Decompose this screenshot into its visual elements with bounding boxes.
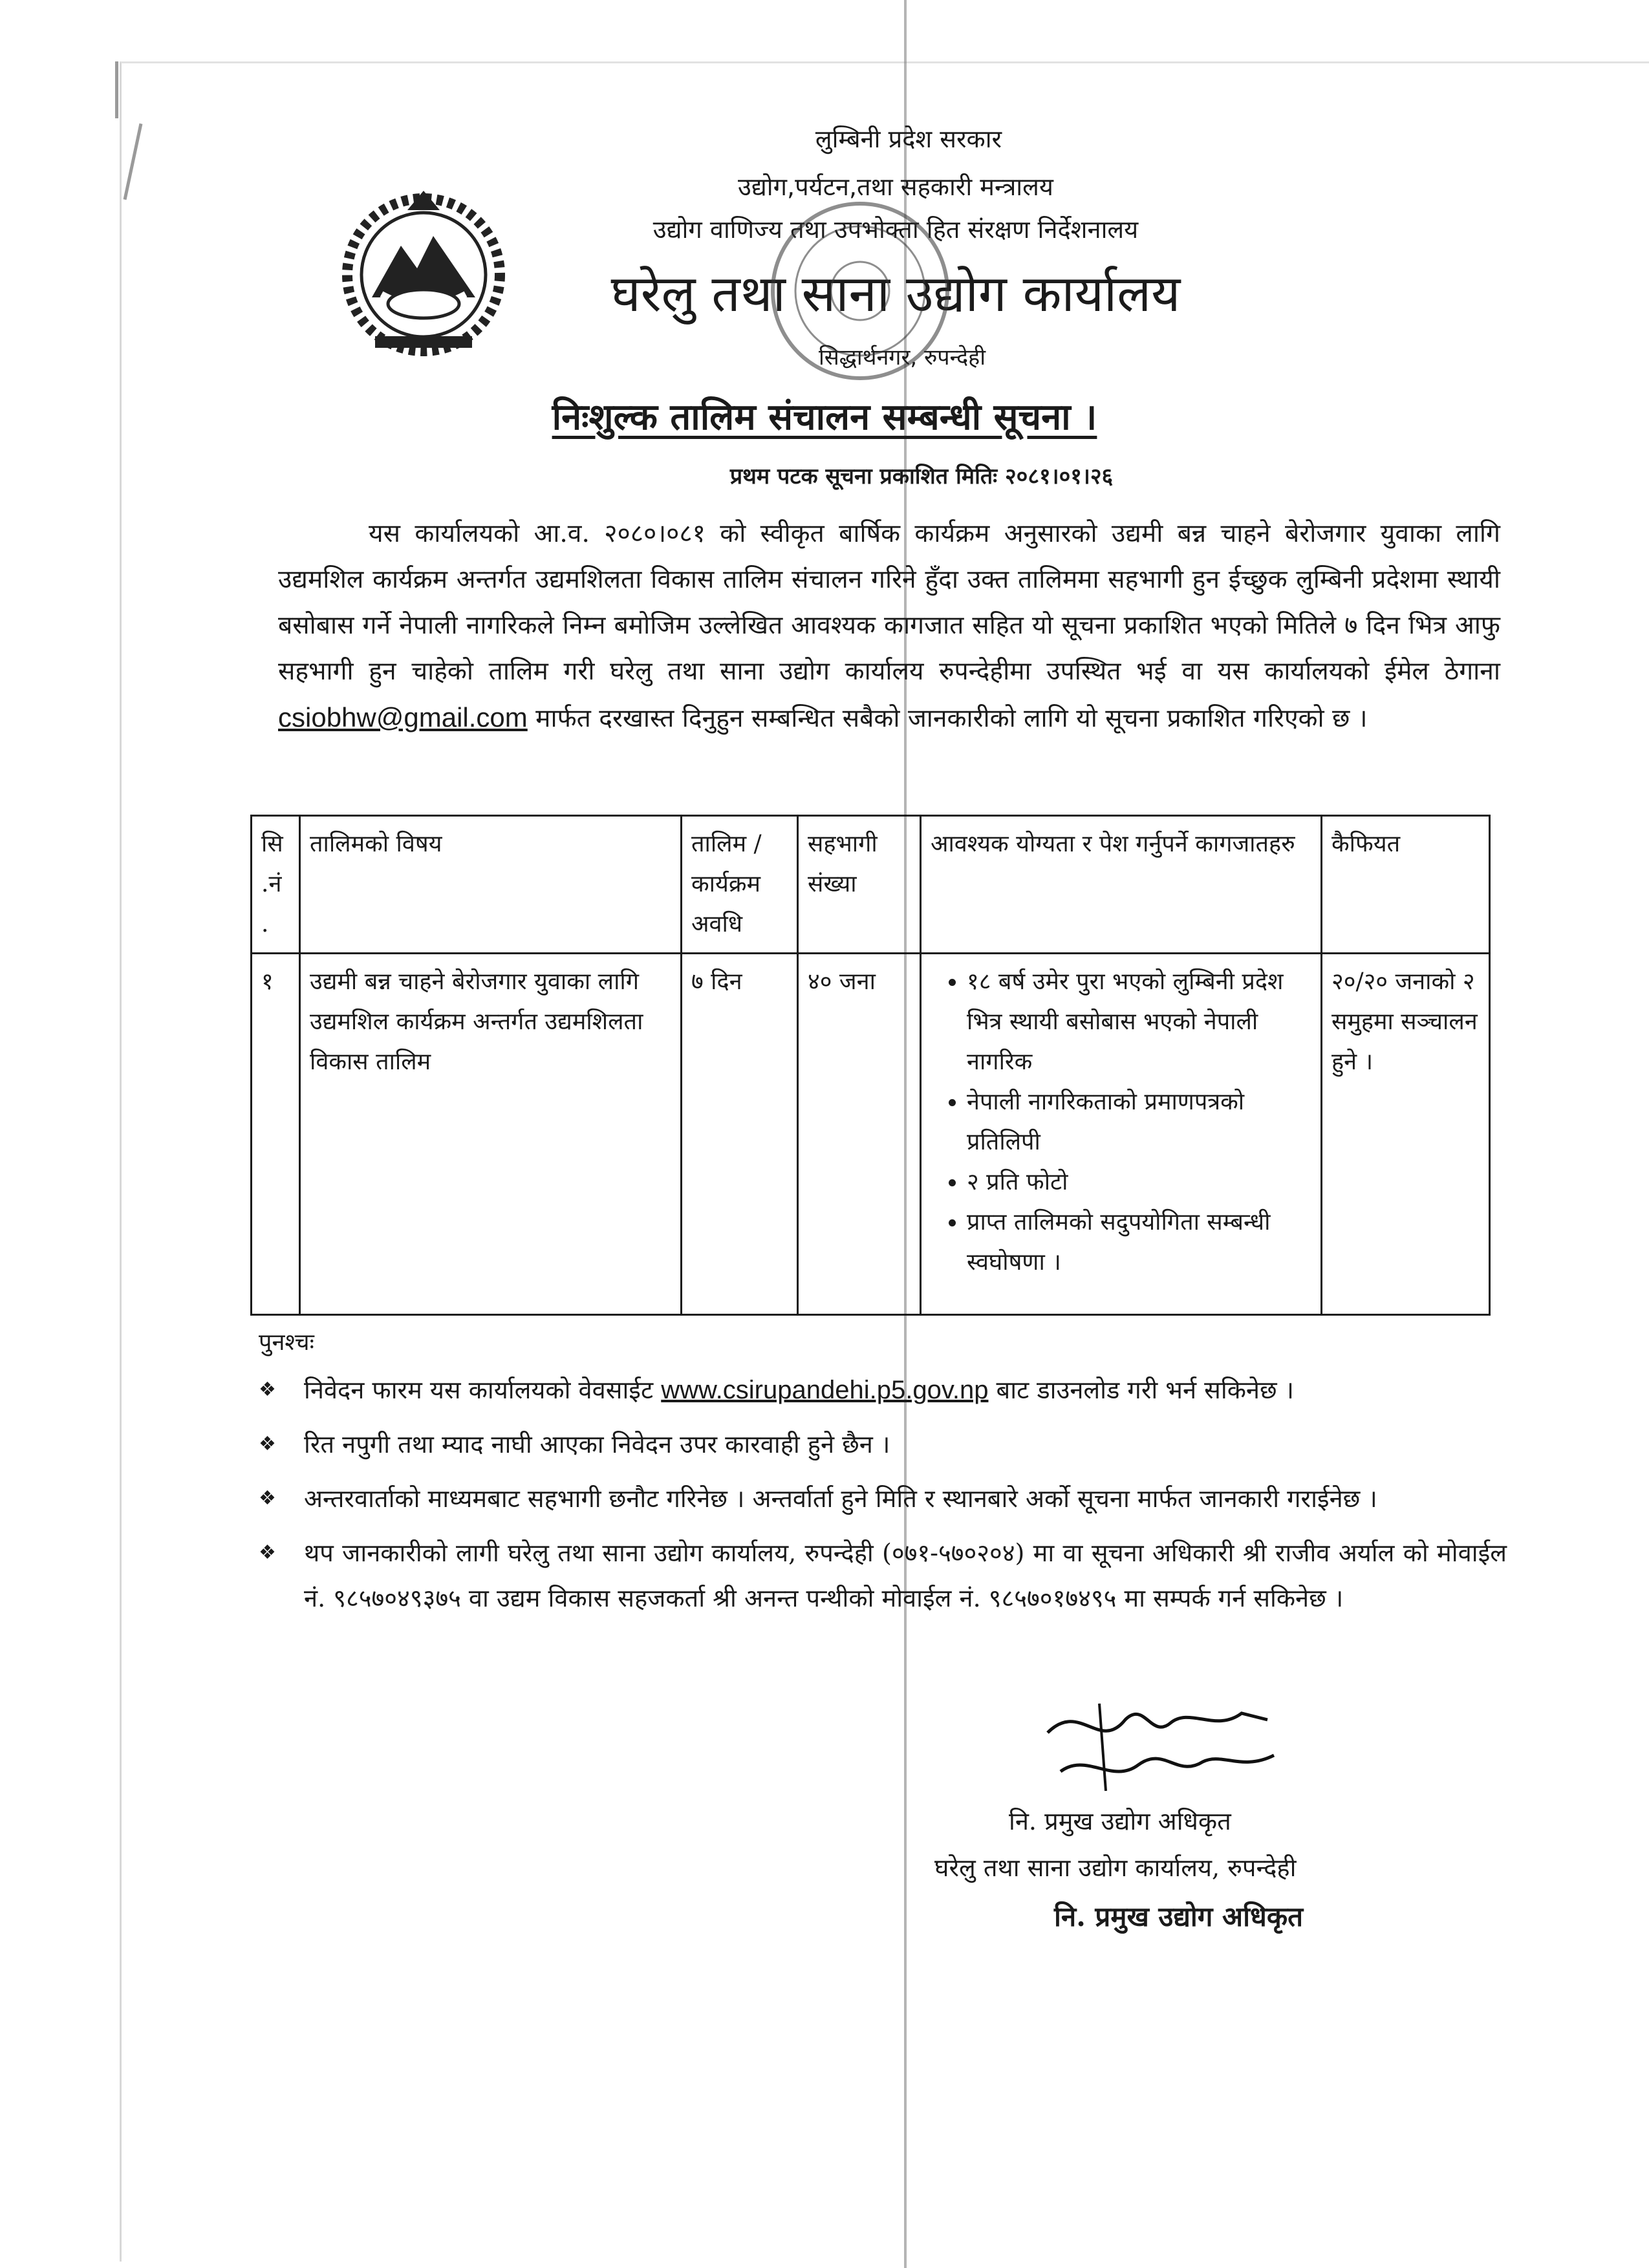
postscript-item: ❖ निवेदन फारम यस कार्यालयको वेवसाईट www.csirupandehi.p5.gov.np बाट डाउनलोड गरी भर्न सकिनेछ । — [259, 1367, 1507, 1413]
requirement-item: • प्राप्त तालिमको सदुपयोगिता सम्बन्धी स्वघोषणा । — [967, 1203, 1311, 1283]
postscript-list — [259, 1367, 1507, 1630]
cell-participants: ४० जना — [798, 954, 921, 1315]
cell-requirements — [921, 954, 1322, 1315]
col-header-subject: तालिमको विषय — [300, 816, 682, 954]
header-directorate: उद्योग वाणिज्य तथा उपभोक्ता हित संरक्षण निर्देशनालय — [652, 215, 1139, 244]
postscript-item: ❖ रित नपुगी तथा म्याद नाघी आएका निवेदन उपर कारवाही हुने छैन । — [259, 1422, 1507, 1467]
postscript-label: पुनश्चः — [259, 1329, 314, 1356]
header-office-name: घरेलु तथा साना उद्योग कार्यालय — [610, 265, 1181, 323]
website-link[interactable]: www.csirupandehi.p5.gov.np — [661, 1376, 989, 1404]
signatory-office: घरेलु तथा साना उद्योग कार्यालय, रुपन्देही — [934, 1854, 1297, 1882]
notice-title: निःशुल्क तालिम संचालन सम्बन्धी सूचना । — [552, 396, 1097, 438]
header-ministry: उद्योग,पर्यटन,तथा सहकारी मन्त्रालय — [738, 173, 1053, 201]
signatory-title: नि. प्रमुख उद्योग अधिकृत — [1009, 1807, 1231, 1835]
col-header-remarks: कैफियत — [1322, 816, 1490, 954]
postscript-item: ❖ थप जानकारीको लागी घरेलु तथा साना उद्योग कार्यालय, रुपन्देही (०७१-५७०२०४) मा वा सूचना अधिकारी श्री राजीव अर्याल को मोवाईल नं. ९८५७०४९३७५ वा उद्यम विकास सहजकर्ता श्री अनन्त पन्थीको मोवाईल नं. ९८५७०१७४९५ मा सम्पर्क गर्न सकिनेछ । — [259, 1530, 1507, 1621]
col-header-requirements: आवश्यक योग्यता र पेश गर्नुपर्ने कागजातहरु — [921, 816, 1322, 954]
requirement-item: • २ प्रति फोटो — [967, 1162, 1311, 1203]
table-header-row — [252, 816, 1490, 954]
cell-sn: १ — [252, 954, 300, 1315]
signatory-title-bold: नि. प्रमुख उद्योग अधिकृत — [1054, 1901, 1304, 1932]
col-header-duration: तालिम /कार्यक्रम अवधि — [682, 816, 798, 954]
cell-duration: ७ दिन — [682, 954, 798, 1315]
notice-published-date: प्रथम पटक सूचना प्रकाशित मितिः २०८१।०१।२६ — [729, 464, 1114, 489]
staple-mark — [115, 61, 118, 118]
office-stamp-icon — [763, 194, 957, 388]
notice-body: यस कार्यालयको आ.व. २०८०।०८१ को स्वीकृत बार्षिक कार्यक्रम अनुसारको उद्यमी बन्न चाहने बेरोजगार युवाका लागि उद्यमशिल कार्यक्रम अन्तर्गत उद्यमशिलता विकास तालिम संचालन गरिने हुँदा उक्त तालिममा सहभागी हुन ईच्छुक लुम्बिनी प्रदेशमा स्थायी बसोबास गर्ने नेपाली नागरिकले निम्न बमोजिम उल्लेखित आवश्यक कागजात सहित यो सूचना प्रकाशित भएको मितिले ७ दिन भित्र आफु सहभागी हुन चाहेको तालिम गरी घरेलु तथा साना उद्योग कार्यालय रुपन्देहीमा उपस्थित भई वा यस कार्यालयको ईमेल ठेगाना csiobhw@gmail.com मार्फत दरखास्त दिनुहुन सम्बन्धित सबैको जानकारीको लागि यो सूचना प्रकाशित गरिएको छ । — [278, 519, 1500, 733]
contact-email-link[interactable]: csiobhw@gmail.com — [278, 702, 528, 733]
cell-subject: उद्यमी बन्न चाहने बेरोजगार युवाका लागि उद्यमशिल कार्यक्रम अन्तर्गत उद्यमशिलता विकास तालिम — [300, 954, 682, 1315]
table-row — [252, 954, 1490, 1315]
requirement-item: • १८ बर्ष उमेर पुरा भएको लुम्बिनी प्रदेश भित्र स्थायी बसोबास भएको नेपाली नागरिक — [967, 962, 1311, 1082]
col-header-sn: सि .नं . — [252, 816, 300, 954]
handwritten-signature-icon — [1022, 1694, 1293, 1804]
header-province: लुम्बिनी प्रदेश सरकार — [815, 125, 1002, 153]
requirement-item: • नेपाली नागरिकताको प्रमाणपत्रको प्रतिलिपी — [967, 1082, 1311, 1162]
cell-remarks: २०/२० जनाको २ समुहमा सञ्चालन हुने । — [1322, 954, 1490, 1315]
col-header-participants: सहभागी संख्या — [798, 816, 921, 954]
header-location: सिद्धार्थनगर, रुपन्देही — [818, 345, 986, 370]
postscript-item: ❖ अन्तरवार्ताको माध्यमबाट सहभागी छनौट गरिनेछ । अन्तर्वार्ता हुने मिति र स्थानबारे अर्को सूचना मार्फत जानकारी गराईनेछ । — [259, 1476, 1507, 1521]
training-table — [250, 815, 1491, 1316]
